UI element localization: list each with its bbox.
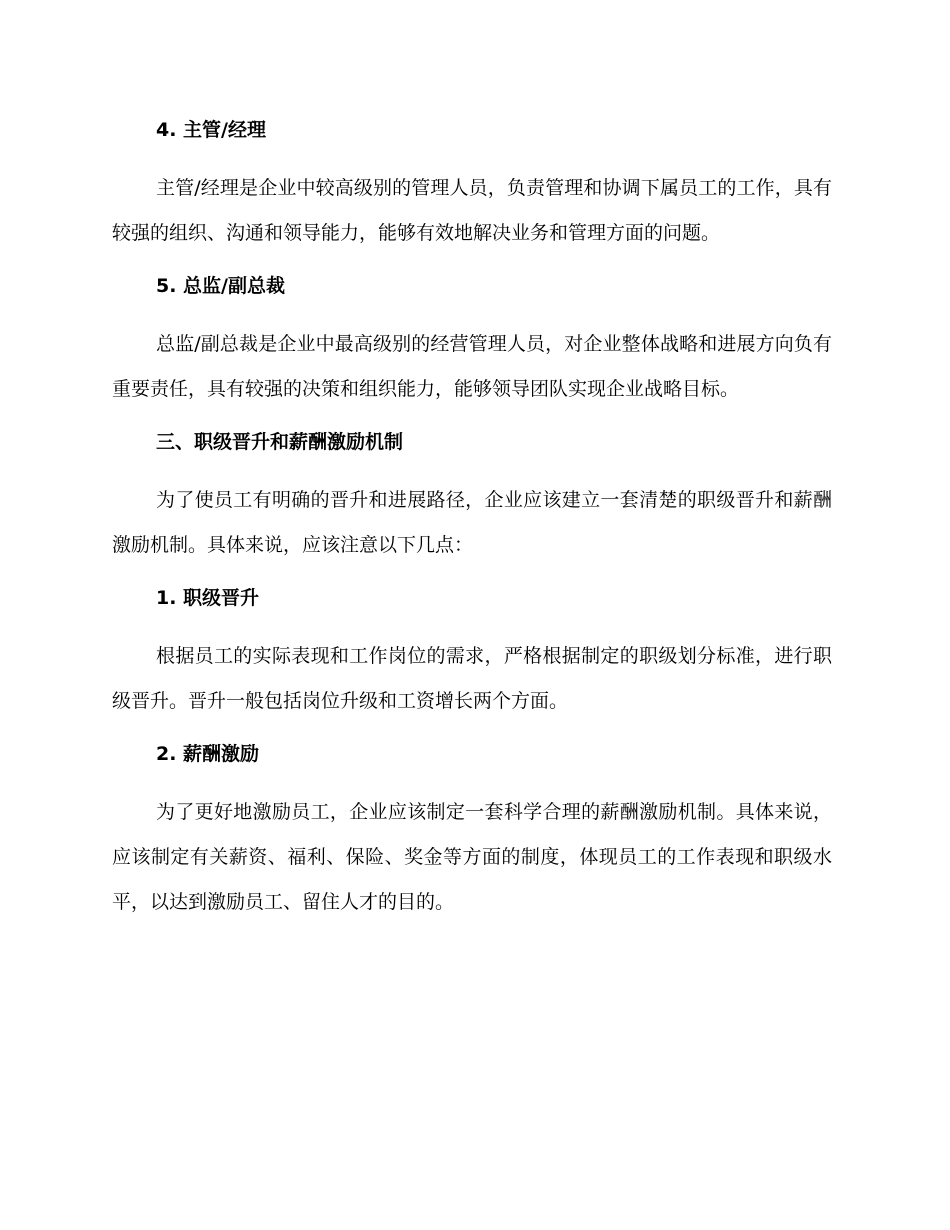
section-paragraph-supervisor-manager: 主管/经理是企业中较高级别的管理人员，负责管理和协调下属员工的工作，具有较强的组织、沟通和领导能力，能够有效地解决业务和管理方面的问题。 [112,177,832,244]
document-body [112,110,832,943]
section-heading-promotion-incentive: 三、职级晋升和薪酬激励机制 [156,431,404,453]
section-heading-rank-promotion: 1. 职级晋升 [156,587,260,609]
section-heading-director-vp: 5. 总监/副总裁 [156,275,285,297]
section-paragraph-salary-incentive: 为了更好地激励员工，企业应该制定一套科学合理的薪酬激励机制。具体来说，应该制定有关薪资、福利、保险、奖金等方面的制度，体现员工的工作表现和职级水平，以达到激励员工、留住人才的目的。 [112,801,832,913]
section-paragraph-promotion-incentive: 为了使员工有明确的晋升和进展路径，企业应该建立一套清楚的职级晋升和薪酬激励机制。具体来说，应该注意以下几点： [112,489,832,556]
section-heading-supervisor-manager: 4. 主管/经理 [156,119,266,141]
section-heading-salary-incentive: 2. 薪酬激励 [156,743,260,765]
section-paragraph-director-vp: 总监/副总裁是企业中最高级别的经营管理人员，对企业整体战略和进展方向负有重要责任，具有较强的决策和组织能力，能够领导团队实现企业战略目标。 [112,333,832,400]
section-paragraph-rank-promotion: 根据员工的实际表现和工作岗位的需求，严格根据制定的职级划分标准，进行职级晋升。晋升一般包括岗位升级和工资增长两个方面。 [112,645,832,712]
